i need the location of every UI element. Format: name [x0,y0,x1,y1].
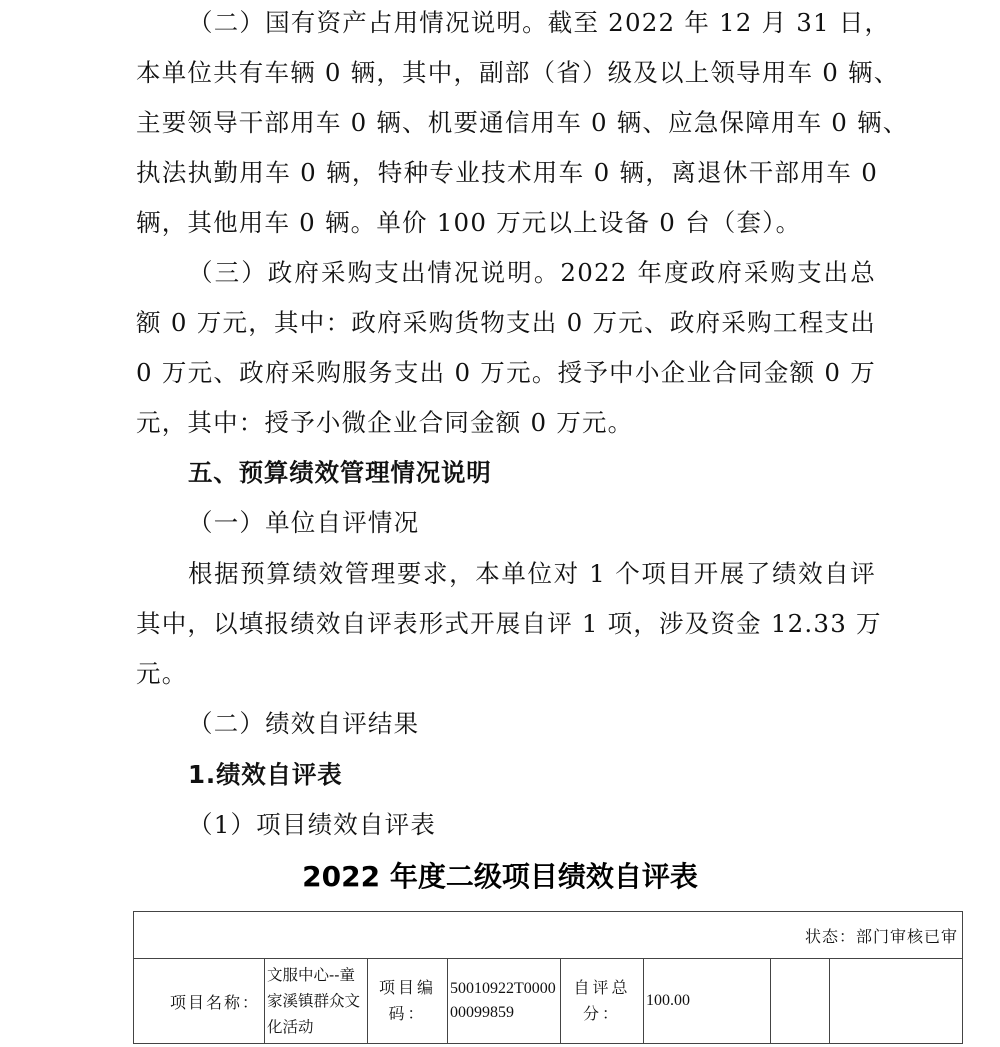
project-code-value: 50010922T000000099859 [448,959,561,1044]
status-text: 状态：部门审核已审 [134,912,963,959]
self-eval-paragraph-line-2: 其中，以填报绩效自评表形式开展自评 1 项，涉及资金 12.33 万 [136,609,882,638]
section-five-heading: 五、预算绩效管理情况说明 [188,458,492,487]
project-name-value: 文服中心--童家溪镇群众文化活动 [265,959,368,1044]
sub-item-heading: （1）项目绩效自评表 [188,810,437,839]
project-name-label: 项目名称： [134,959,265,1044]
asset-paragraph-line-3: 主要领导干部用车 0 辆、机要通信用车 0 辆、应急保障用车 0 辆、 [136,108,909,137]
procurement-paragraph-line-4: 元，其中：授予小微企业合同金额 0 万元。 [136,408,634,437]
score-value: 100.00 [644,959,771,1044]
empty-cell [830,959,963,1044]
self-evaluation-table [133,911,963,1044]
asset-paragraph-line-2: 本单位共有车辆 0 辆，其中，副部（省）级及以上领导用车 0 辆、 [136,58,900,87]
procurement-paragraph-line-1: （三）政府采购支出情况说明。2022 年度政府采购支出总 [188,258,876,287]
asset-paragraph-line-5: 辆，其他用车 0 辆。单价 100 万元以上设备 0 台（套）。 [136,208,802,237]
item-heading: 1.绩效自评表 [188,760,343,789]
score-label: 自评总分： [561,959,644,1044]
empty-cell [771,959,830,1044]
procurement-paragraph-line-3: 0 万元、政府采购服务支出 0 万元。授予中小企业合同金额 0 万 [136,358,876,387]
self-eval-paragraph-line-3: 元。 [136,659,188,688]
project-code-label: 项目编码： [368,959,448,1044]
project-info-row [134,959,963,1044]
asset-paragraph-line-1: （二）国有资产占用情况说明。截至 2022 年 12 月 31 日， [188,8,891,37]
sub-one-heading: （一）单位自评情况 [188,508,420,537]
self-eval-paragraph-line-1: 根据预算绩效管理要求，本单位对 1 个项目开展了绩效自评 [188,559,876,588]
asset-paragraph-line-4: 执法执勤用车 0 辆，特种专业技术用车 0 辆，离退休干部用车 0 [136,158,878,187]
procurement-paragraph-line-2: 额 0 万元，其中：政府采购货物支出 0 万元、政府采购工程支出 [136,308,876,337]
table-title: 2022 年度二级项目绩效自评表 [302,860,698,893]
status-row [134,912,963,959]
sub-two-heading: （二）绩效自评结果 [188,709,420,738]
